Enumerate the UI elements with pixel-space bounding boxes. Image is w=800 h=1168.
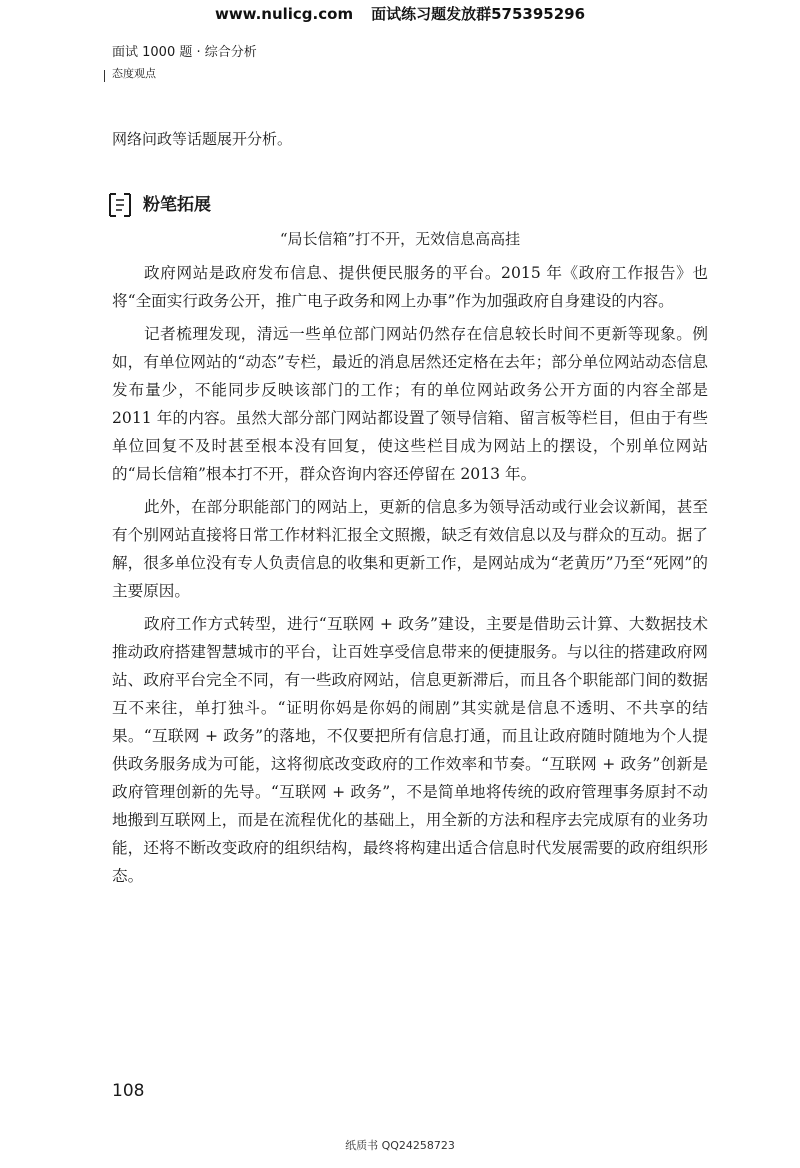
paragraph: 记者梳理发现，清远一些单位部门网站仍然存在信息较长时间不更新等现象。例如，有单位网站的“动态”专栏，最近的消息居然还定格在去年；部分单位网站动态信息发布量少，不能同步反映该部门的工作；有的单位网站政务公开方面的内容全部是 2011 年的内容。虽然大部分部门网站都设置了领导信箱、留言板等栏目，但由于有些单位回复不及时甚至根本没有回复，使这些栏目成为网站上的摆设，个别单位网站的“局长信箱”根本打不开，群众咨询内容还停留在 2013 年。	[112, 325, 708, 483]
book-bracket-icon	[107, 192, 133, 218]
paragraph: 此外，在部分职能部门的网站上，更新的信息多为领导活动或行业会议新闻，甚至有个别网站直接将日常工作材料汇报全文照搬，缺乏有效信息以及与群众的互动。据了解，很多单位没有专人负责信息的收集和更新工作，是网站成为“老黄历”乃至“死网”的主要原因。	[112, 498, 708, 600]
article-title: “局长信箱”打不开，无效信息高高挂	[279, 230, 521, 248]
footer-text: 纸质书 QQ24258723	[345, 1139, 455, 1152]
lead-text: 网络问政等话题展开分析。	[112, 130, 293, 148]
page-header	[112, 44, 257, 82]
header-tick	[104, 70, 105, 82]
chapter-title: 态度观点	[112, 67, 156, 80]
banner-website: www.nulicg.com	[214, 5, 354, 23]
paragraph: 政府网站是政府发布信息、提供便民服务的平台。2015 年《政府工作报告》也将“全面实行政务公开，推广电子政务和网上办事”作为加强政府自身建设的内容。	[112, 264, 708, 310]
paragraph: 政府工作方式转型，进行“互联网 + 政务”建设，主要是借助云计算、大数据技术推动政府搭建智慧城市的平台，让百姓享受信息带来的便捷服务。与以往的搭建政府网站、政府平台完全不同，有一些政府网站，信息更新滞后，而且各个职能部门间的数据互不来往，单打独斗。“证明你妈是你妈的闹剧”其实就是信息不透明、不共享的结果。“互联网 + 政务”的落地，不仅要把所有信息打通，而且让政府随时随地为个人提供政务服务成为可能，这将彻底改变政府的工作效率和节奏。“互联网 + 政务”创新是政府管理创新的先导。“互联网 + 政务”，不是简单地将传统的政府管理事务原封不动地搬到互联网上，而是在流程优化的基础上，用全新的方法和程序去完成原有的业务功能，还将不断改变政府的组织结构，最终将构建出适合信息时代发展需要的政府组织形态。	[112, 615, 708, 885]
article-body	[112, 259, 708, 895]
banner-group: 面试练习题发放群575395296	[371, 5, 586, 23]
page-number: 108	[112, 1081, 145, 1101]
book-title: 面试 1000 题 · 综合分析	[112, 45, 257, 60]
top-banner	[0, 0, 800, 28]
section-title: 粉笔拓展	[143, 195, 211, 215]
